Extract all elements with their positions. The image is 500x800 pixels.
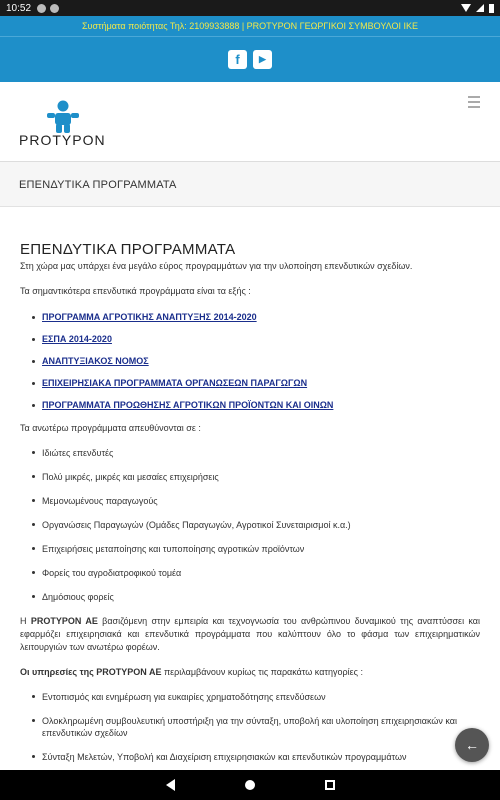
back-to-top-button[interactable]	[455, 728, 489, 762]
main-content	[0, 207, 500, 799]
list-item: Ολοκληρωμένη συμβουλευτική υποστήριξη για την σύνταξη, υποβολή και υλοποίηση επιχειρησιακών και επενδυτικών σχεδίων	[20, 715, 480, 739]
audience-list	[20, 447, 480, 603]
status-time: 10:52	[6, 2, 32, 14]
signal-icon	[476, 4, 484, 12]
program-link[interactable]: ΕΣΠΑ 2014-2020	[42, 334, 112, 344]
company-description: βασιζόμενη στην εμπειρία και τεχνογνωσία του ανθρώπινου δυναμικού της αναπτύσσει και εφαρμόζει επιχειρησιακά και επενδυτικά προγράμματα που καλύπτουν όλο το φάσμα των επιχειρηματικών λειτουργιών των ανωτέρω φορέων.	[20, 616, 480, 652]
list-item: Οργανώσεις Παραγωγών (Ομάδες Παραγωγών, Αγροτικοί Συνεταιρισμοί κ.α.)	[20, 519, 480, 531]
list-item	[20, 334, 480, 344]
program-link[interactable]: ΠΡΟΓΡΑΜΜΑΤΑ ΠΡΟΩΘΗΣΗΣ ΑΓΡΟΤΙΚΩΝ ΠΡΟΪΟΝΤΩΝ ΚΑΙ ΟΙΝΩΝ	[42, 400, 334, 410]
list-item: Φορείς του αγροδιατροφικού τομέα	[20, 567, 480, 579]
list-item: Σύνταξη Μελετών, Υποβολή και Διαχείριση επιχειρησιακών και επενδυτικών προγραμμάτων	[20, 751, 480, 763]
intro-text-2: Τα σημαντικότερα επενδυτικά προγράμματα είναι τα εξής :	[20, 286, 251, 296]
contact-bar: Συστήματα ποιότητας Τηλ: 2109933888 | PROTYPON ΓΕΩΡΓΙΚΟΙ ΣΥΜΒΟΥΛΟΙ ΙΚΕ	[0, 16, 500, 36]
list-item	[20, 378, 480, 388]
services-bold: Οι υπηρεσίες της PROTYPON AE	[20, 667, 162, 677]
status-bar	[0, 0, 500, 16]
list-item: Δημόσιους φορείς	[20, 591, 480, 603]
company-paragraph	[20, 615, 480, 654]
list-item: Μεμονωμένους παραγωγούς	[20, 495, 480, 507]
youtube-icon[interactable]: ▶	[253, 50, 272, 69]
list-item	[20, 312, 480, 322]
social-bar	[0, 36, 500, 82]
facebook-icon[interactable]: f	[228, 50, 247, 69]
list-item: Επιχειρήσεις μεταποίησης και τυποποίησης αγροτικών προϊόντων	[20, 543, 480, 555]
arrow-left-icon: ←	[465, 737, 479, 753]
list-item	[20, 400, 480, 410]
program-link[interactable]: ΠΡΟΓΡΑΜΜΑ ΑΓΡΟΤΙΚΗΣ ΑΝΑΠΤΥΞΗΣ 2014-2020	[42, 312, 257, 322]
page-title-bar	[0, 162, 500, 207]
program-link[interactable]: ΕΠΙΧΕΙΡΗΣΙΑΚΑ ΠΡΟΓΡΑΜΜΑΤΑ ΟΡΓΑΝΩΣΕΩΝ ΠΑΡΑΓΩΓΩΝ	[42, 378, 308, 388]
site-header	[0, 82, 500, 162]
services-intro	[20, 666, 480, 679]
audience-intro: Τα ανωτέρω προγράμματα απευθύνονται σε :	[20, 423, 201, 433]
content-heading: ΕΠΕΝΔΥΤΙΚΑ ΠΡΟΓΡΑΜΜΑΤΑ	[20, 241, 236, 258]
list-item: Πολύ μικρές, μικρές και μεσαίες επιχειρήσεις	[20, 471, 480, 483]
nav-recents-button[interactable]	[325, 780, 335, 790]
list-item: Εντοπισμός και ενημέρωση για ευκαιρίες χρηματοδότησης επενδύσεων	[20, 691, 480, 703]
nav-home-button[interactable]	[245, 780, 255, 790]
list-item: Ιδιώτες επενδυτές	[20, 447, 480, 459]
menu-icon[interactable]	[468, 96, 480, 111]
battery-icon	[489, 4, 494, 13]
program-link[interactable]: ΑΝΑΠΤΥΞΙΑΚΟΣ ΝΟΜΟΣ	[42, 356, 149, 366]
notification-icon	[37, 4, 46, 13]
nav-back-button[interactable]	[166, 779, 175, 791]
logo-text[interactable]: PROTYPON	[19, 132, 106, 148]
android-nav-bar	[0, 770, 500, 800]
services-intro-rest: περιλαμβάνουν κυρίως τις παρακάτω κατηγορίες :	[161, 667, 363, 677]
intro-text: Στη χώρα μας υπάρχει ένα μεγάλο εύρος προγραμμάτων για την υλοποίηση επενδυτικών σχεδίων.	[20, 261, 413, 271]
list-item	[20, 356, 480, 366]
company-prefix: Η	[20, 616, 31, 626]
company-name: PROTYPON AE	[30, 616, 98, 626]
wifi-icon	[461, 4, 471, 12]
program-links-list	[20, 312, 480, 410]
notification-icon	[50, 4, 59, 13]
page-title: ΕΠΕΝΔΥΤΙΚΑ ΠΡΟΓΡΑΜΜΑΤΑ	[19, 179, 177, 191]
